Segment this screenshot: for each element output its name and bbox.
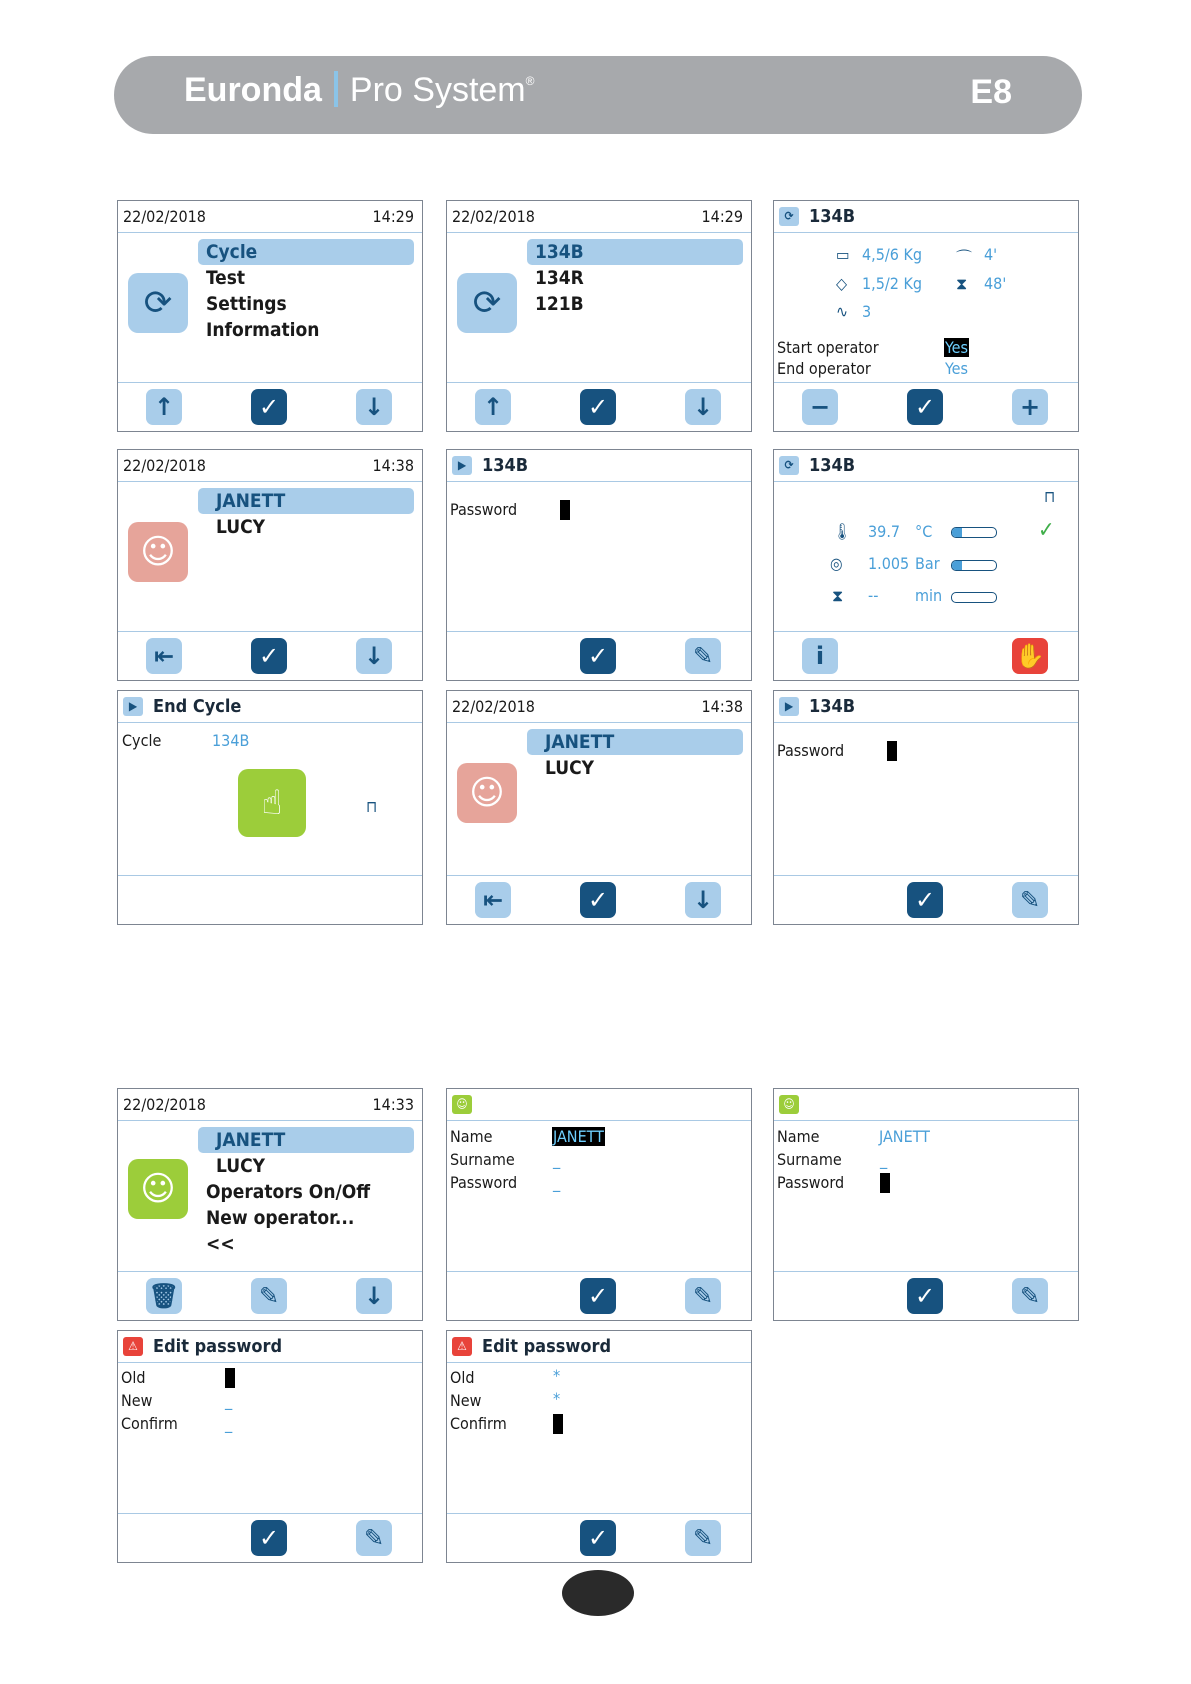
thermometer-icon: 🌡 [832,522,853,541]
temperature-value: 39.7 [868,522,901,541]
cycle-start-icon: ▶ [779,697,799,716]
cycle-icon: ⟳ [128,273,188,333]
load-icon: ▭ [836,245,850,264]
cycle-icon: ⟳ [779,207,799,226]
operator-list [527,729,743,781]
name-label: Name [777,1127,820,1146]
operator-list [198,488,414,540]
back-button[interactable]: ⇤ [146,638,182,674]
screen-cycle-list [446,200,752,432]
surname-label: Surname [450,1150,515,1169]
wrapped-load-value: 1,5/2 Kg [862,274,923,293]
screen-title: 134B [809,206,856,227]
date: 22/02/2018 [452,697,535,716]
old-password-input[interactable]: * [553,1366,561,1385]
operator-icon: ☺ [128,1159,188,1219]
cycle-item[interactable]: 134B [527,239,743,265]
surname-input[interactable]: _ [553,1150,561,1169]
down-button[interactable]: ↓ [356,1278,392,1314]
old-password-label: Old [121,1368,146,1387]
edit-button[interactable]: ✎ [685,638,721,674]
edit-button[interactable]: ✎ [251,1278,287,1314]
hand-sensor-icon[interactable]: ☝ [238,769,306,837]
confirm-button[interactable]: ✓ [251,638,287,674]
old-password-input[interactable] [225,1368,235,1388]
screen-title: Edit password [482,1336,612,1357]
menu-item[interactable]: Test [206,267,246,289]
screen-title: 134B [482,455,529,476]
surname-label: Surname [777,1150,842,1169]
time: 14:29 [701,207,743,226]
warning-icon: ⚠ [123,1337,143,1356]
confirm-button[interactable]: ✓ [580,1278,616,1314]
wave-icon: ∿ [836,302,849,321]
ok-check-icon: ✓ [1038,518,1055,543]
menu-item[interactable]: New operator... [206,1207,355,1229]
hourglass-icon: ⧗ [832,586,844,605]
cycle-label: Cycle [122,731,162,750]
up-button[interactable]: ↑ [146,389,182,425]
unlock-icon: ⊓ [1044,487,1056,506]
password-label: Password [777,1173,845,1192]
menu-list [198,239,414,343]
operators-icon: ☺ [128,522,188,582]
date: 22/02/2018 [123,207,206,226]
new-password-label: New [450,1391,482,1410]
operator-item[interactable]: LUCY [216,516,266,538]
old-password-label: Old [450,1368,475,1387]
plus-button[interactable]: + [1012,389,1048,425]
confirm-password-input[interactable]: _ [225,1414,233,1433]
operator-icon: ☺ [452,1095,472,1114]
load-value: 4,5/6 Kg [862,245,923,264]
name-label: Name [450,1127,493,1146]
confirm-button[interactable]: ✓ [907,1278,943,1314]
screen-title: 134B [809,696,856,717]
name-value[interactable]: JANETT [879,1127,930,1146]
down-button[interactable]: ↓ [685,389,721,425]
screen-title: 134B [809,455,856,476]
edit-button[interactable]: ✎ [1012,1278,1048,1314]
menu-item[interactable]: Cycle [198,239,414,265]
cycle-start-icon: ▶ [123,697,143,716]
hourglass-icon: ⧗ [956,274,968,293]
time: 14:38 [372,456,414,475]
sterilization-time: 4' [984,245,998,264]
confirm-button[interactable]: ✓ [251,1520,287,1556]
brand: Euronda Pro System® [184,71,535,109]
down-button[interactable]: ↓ [685,882,721,918]
edit-button[interactable]: ✎ [1012,882,1048,918]
edit-button[interactable]: ✎ [356,1520,392,1556]
time-bar [951,592,997,603]
end-operator-label: End operator [777,359,871,378]
operators-menu-list [198,1127,414,1257]
cycle-start-icon: ▶ [452,456,472,475]
confirm-button[interactable]: ✓ [251,389,287,425]
name-input[interactable]: JANETT [553,1127,604,1146]
screen-password [446,449,752,681]
operator-item[interactable]: JANETT [527,729,743,755]
pressure-unit: Bar [915,554,940,573]
confirm-button[interactable]: ✓ [580,882,616,918]
pressure-value: 1.005 [868,554,910,573]
menu-item[interactable]: JANETT [198,1127,414,1153]
menu-item[interactable]: Information [206,319,320,341]
screen-new-operator [446,1088,752,1321]
menu-item[interactable]: Settings [206,293,287,315]
date: 22/02/2018 [123,456,206,475]
confirm-button[interactable]: ✓ [580,638,616,674]
operator-icon: ☺ [779,1095,799,1114]
screen-cycle-running [773,449,1079,681]
start-operator-value[interactable]: Yes [945,338,969,357]
page-number-marker [562,1570,634,1616]
stop-button[interactable]: ✋ [1012,638,1048,674]
edit-button[interactable]: ✎ [685,1278,721,1314]
info-button[interactable]: i [802,638,838,674]
screen-edit-password [117,1330,423,1563]
screen-edit-password [446,1330,752,1563]
start-operator-label: Start operator [777,338,879,357]
time: 14:33 [372,1095,414,1114]
pressure-bar [951,560,997,571]
password-input[interactable] [880,1173,890,1193]
delete-button[interactable]: 🗑 [146,1278,182,1314]
screen-cycle-detail [773,200,1079,432]
screen-operator-select [446,690,752,925]
date: 22/02/2018 [123,1095,206,1114]
password-label: Password [450,1173,518,1192]
operators-icon: ☺ [457,763,517,823]
down-button[interactable]: ↓ [356,638,392,674]
cycle-list [527,239,743,317]
temperature-bar [951,527,997,538]
screen-operator-select [117,449,423,681]
curve-icon: ⌒ [956,248,973,267]
operator-item[interactable]: LUCY [545,757,595,779]
date: 22/02/2018 [452,207,535,226]
cycle-icon: ⟳ [779,456,799,475]
edit-button[interactable]: ✎ [685,1520,721,1556]
confirm-button[interactable]: ✓ [580,389,616,425]
drying-time: 48' [984,274,1007,293]
password-label: Password [450,500,518,519]
warning-icon: ⚠ [452,1337,472,1356]
screen-end-cycle [117,690,423,925]
confirm-password-label: Confirm [121,1414,178,1433]
password-input[interactable] [887,741,897,761]
password-label: Password [777,741,845,760]
screen-operators-menu [117,1088,423,1321]
menu-item[interactable]: LUCY [216,1155,266,1177]
password-input[interactable]: _ [553,1173,561,1192]
confirm-button[interactable]: ✓ [580,1520,616,1556]
time-value: -- [868,586,879,605]
screen-title: End Cycle [153,696,242,717]
password-input[interactable] [560,500,570,520]
pressure-gauge-icon: ◎ [830,554,843,573]
time: 14:29 [372,207,414,226]
confirm-password-input[interactable] [553,1414,563,1434]
surname-input[interactable]: _ [880,1150,888,1169]
back-button[interactable]: ⇤ [475,882,511,918]
new-password-input[interactable]: * [553,1389,561,1408]
wrapped-load-icon: ◇ [836,274,848,293]
page-header [114,56,1082,134]
time: 14:38 [701,697,743,716]
temperature-unit: °C [915,522,933,541]
screen-new-operator-password [773,1088,1079,1321]
section-code: E8 [970,73,1012,111]
minus-button[interactable]: − [802,389,838,425]
screen-main-menu [117,200,423,432]
new-password-input[interactable]: _ [225,1391,233,1410]
back-menu-item[interactable]: << [206,1233,235,1255]
screen-password [773,690,1079,925]
cycle-value: 134B [212,731,250,750]
count-value: 3 [862,302,872,321]
up-button[interactable]: ↑ [475,389,511,425]
operator-item[interactable]: JANETT [198,488,414,514]
unlock-icon: ⊓ [366,797,378,816]
down-button[interactable]: ↓ [356,389,392,425]
confirm-password-label: Confirm [450,1414,507,1433]
screen-title: Edit password [153,1336,283,1357]
confirm-button[interactable]: ✓ [907,389,943,425]
new-password-label: New [121,1391,153,1410]
end-operator-value[interactable]: Yes [945,359,969,378]
time-unit: min [915,586,943,605]
confirm-button[interactable]: ✓ [907,882,943,918]
cycle-item[interactable]: 121B [535,293,584,315]
cycle-item[interactable]: 134R [535,267,584,289]
cycle-icon: ⟳ [457,273,517,333]
menu-item[interactable]: Operators On/Off [206,1181,371,1203]
